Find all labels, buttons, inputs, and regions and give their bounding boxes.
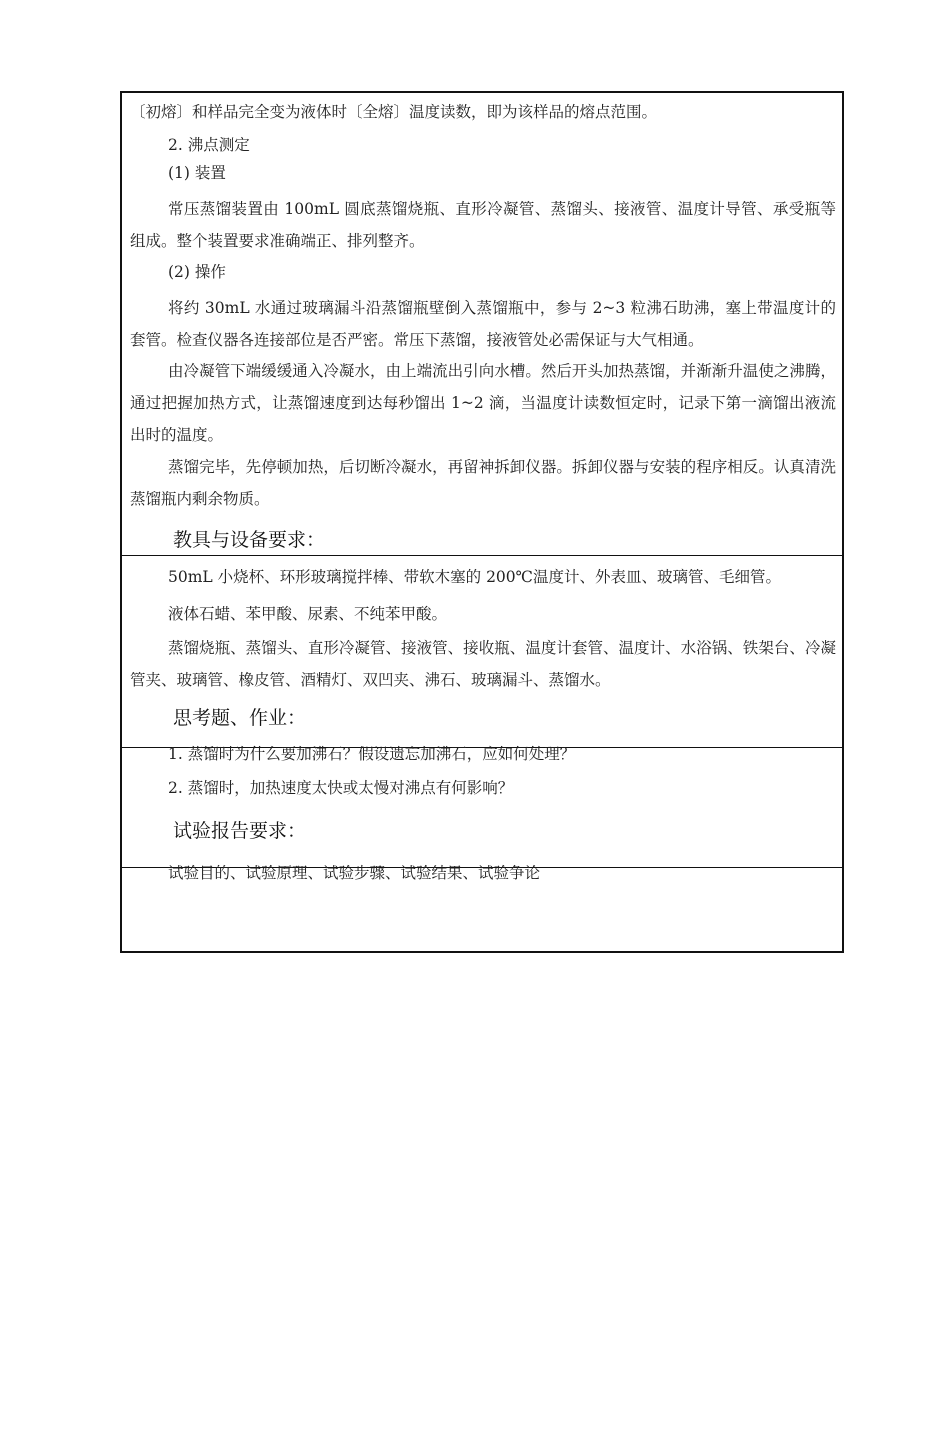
equipment-line-2: 液体石蜡、苯甲酸、尿素、不纯苯甲酸。 bbox=[168, 605, 448, 623]
document-frame bbox=[120, 91, 844, 953]
operation-label: (2) 操作 bbox=[168, 263, 226, 281]
operation-paragraph-1: 将约 30mL 水通过玻璃漏斗沿蒸馏瓶壁倒入蒸馏瓶中，参与 2~3 粒沸石助沸，塞上带温度计的套管。检查仪器各连接部位是否严密。常压下蒸馏，接液管处必需保证与大气相通。 bbox=[130, 299, 836, 349]
equipment-heading: 教具与设备要求： bbox=[173, 529, 326, 551]
equipment-line-3: 蒸馏烧瓶、蒸馏头、直形冷凝管、接液管、接收瓶、温度计套管、温度计、水浴锅、铁架台、冷凝管夹、玻璃管、橡皮管、酒精灯、双凹夹、沸石、玻璃漏斗、蒸馏水。 bbox=[130, 639, 836, 689]
apparatus-label: (1) 装置 bbox=[168, 164, 226, 182]
procedure-line-carry: 〔初熔〕和样品完全变为液体时〔全熔〕温度读数，即为该样品的熔点范围。 bbox=[130, 103, 658, 121]
report-heading: 试验报告要求： bbox=[173, 820, 307, 842]
procedure-subtitle: 2. 沸点测定 bbox=[168, 136, 250, 154]
equipment-divider bbox=[122, 555, 842, 556]
questions-heading: 思考题、作业： bbox=[173, 707, 307, 729]
operation-paragraph-2: 由冷凝管下端缓缓通入冷凝水，由上端流出引向水槽。然后开头加热蒸馏，并渐渐升温使之沸腾，通过把握加热方式，让蒸馏速度到达每秒馏出 1~2 滴，当温度计读数恒定时，记录下第一滴馏出液流出时的温度。 bbox=[130, 362, 836, 444]
apparatus-text: 常压蒸馏装置由 100mL 圆底蒸馏烧瓶、直形冷凝管、蒸馏头、接液管、温度计导管、承受瓶等组成。整个装置要求准确端正、排列整齐。 bbox=[130, 200, 836, 250]
question-1: 1. 蒸馏时为什么要加沸石？假设遗忘加沸石，应如何处理？ bbox=[168, 745, 576, 763]
report-text: 试验目的、试验原理、试验步骤、试验结果、试验争论 bbox=[168, 864, 541, 882]
operation-paragraph-3: 蒸馏完毕，先停顿加热，后切断冷凝水，再留神拆卸仪器。拆卸仪器与安装的程序相反。认真清洗蒸馏瓶内剩余物质。 bbox=[130, 458, 836, 508]
question-2: 2. 蒸馏时，加热速度太快或太慢对沸点有何影响？ bbox=[168, 779, 514, 797]
equipment-line-1: 50mL 小烧杯、环形玻璃搅拌棒、带软木塞的 200℃温度计、外表皿、玻璃管、毛细管。 bbox=[168, 568, 781, 586]
